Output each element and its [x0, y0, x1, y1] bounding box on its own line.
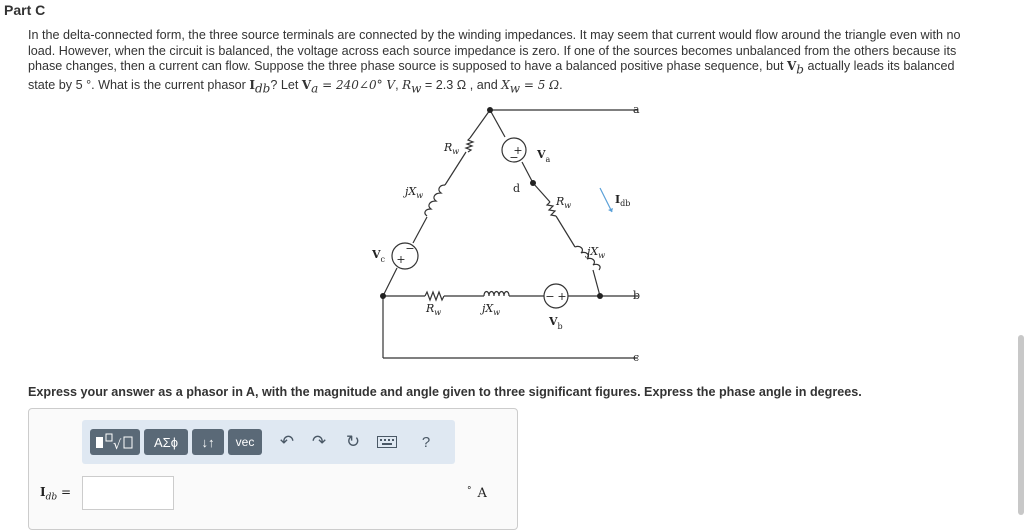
- redo-icon[interactable]: ↷: [311, 432, 327, 451]
- answer-input[interactable]: [82, 476, 174, 510]
- va-label: $V_a$: [537, 148, 551, 164]
- part-title: Part C: [4, 2, 46, 18]
- terminal-c-label: c: [633, 351, 640, 364]
- help-button[interactable]: ?: [421, 433, 431, 451]
- jxw-right-label: $jX_w$: [587, 245, 606, 260]
- problem-statement: In the delta-connected form, the three source terminals are connected by the winding impedances. It may seem that current would flow around the triangle even with no load. However, when the circuit is balanced, the voltage across each source impedance is zero. If one of the sources becomes unbalanced from the others because its phase changes, then a current can flow. Suppose the three phase source is supposed to have a balanced positive phase sequence, but $V_b$ actually leads its balanced state by 5 °. What is the current phasor $I_{db}$? Let $V_a$ = 240∠0° V, $R_w = 2.3$ Ω , and $X_w = 5$ Ω.: [28, 28, 961, 96]
- jxw-bottom-label: $jX_w$: [482, 302, 501, 317]
- node-d-label: d: [513, 182, 521, 195]
- answer-instructions: Express your answer as a phasor in A, with the magnitude and angle given to three significant figures. Express the phase angle in degrees.: [28, 385, 862, 399]
- terminal-b-label: b: [633, 289, 641, 302]
- reset-icon[interactable]: ↻: [345, 432, 361, 451]
- va-plus-sign: +: [513, 144, 523, 157]
- jxw-left-label: $jX_w$: [405, 185, 424, 200]
- vc-minus-sign: −: [405, 242, 415, 255]
- rw-top-label: $R_w$: [444, 141, 460, 156]
- keyboard-icon[interactable]: [376, 431, 398, 453]
- vc-label: $V_c$: [372, 248, 386, 264]
- svg-text:√: √: [113, 438, 122, 451]
- page-scrollbar[interactable]: [1018, 335, 1024, 515]
- vc-plus-sign: +: [396, 253, 406, 266]
- answer-panel: [28, 408, 518, 530]
- greek-symbols-button[interactable]: ΑΣϕ: [144, 429, 188, 455]
- answer-label: $I_{db}$ =: [40, 485, 72, 503]
- va-minus-sign: −: [509, 151, 519, 164]
- vector-button[interactable]: vec: [228, 429, 262, 455]
- templates-icon: [94, 433, 136, 451]
- vb-plus-sign: +: [557, 290, 567, 303]
- rw-right-label: $R_w$: [556, 195, 572, 210]
- templates-button[interactable]: [90, 429, 140, 455]
- rw-bottom-label: $R_w$: [426, 302, 442, 317]
- sub-superscript-button[interactable]: ↓↑: [192, 429, 224, 455]
- answer-unit: ° A: [467, 486, 487, 501]
- undo-icon[interactable]: ↶: [279, 432, 295, 451]
- math-toolbar: [82, 420, 455, 464]
- terminal-a-label: a: [633, 103, 640, 116]
- vb-label: $V_b$: [549, 315, 563, 331]
- idb-label: $I_{db}$: [615, 193, 631, 208]
- vb-minus-sign: −: [545, 290, 555, 303]
